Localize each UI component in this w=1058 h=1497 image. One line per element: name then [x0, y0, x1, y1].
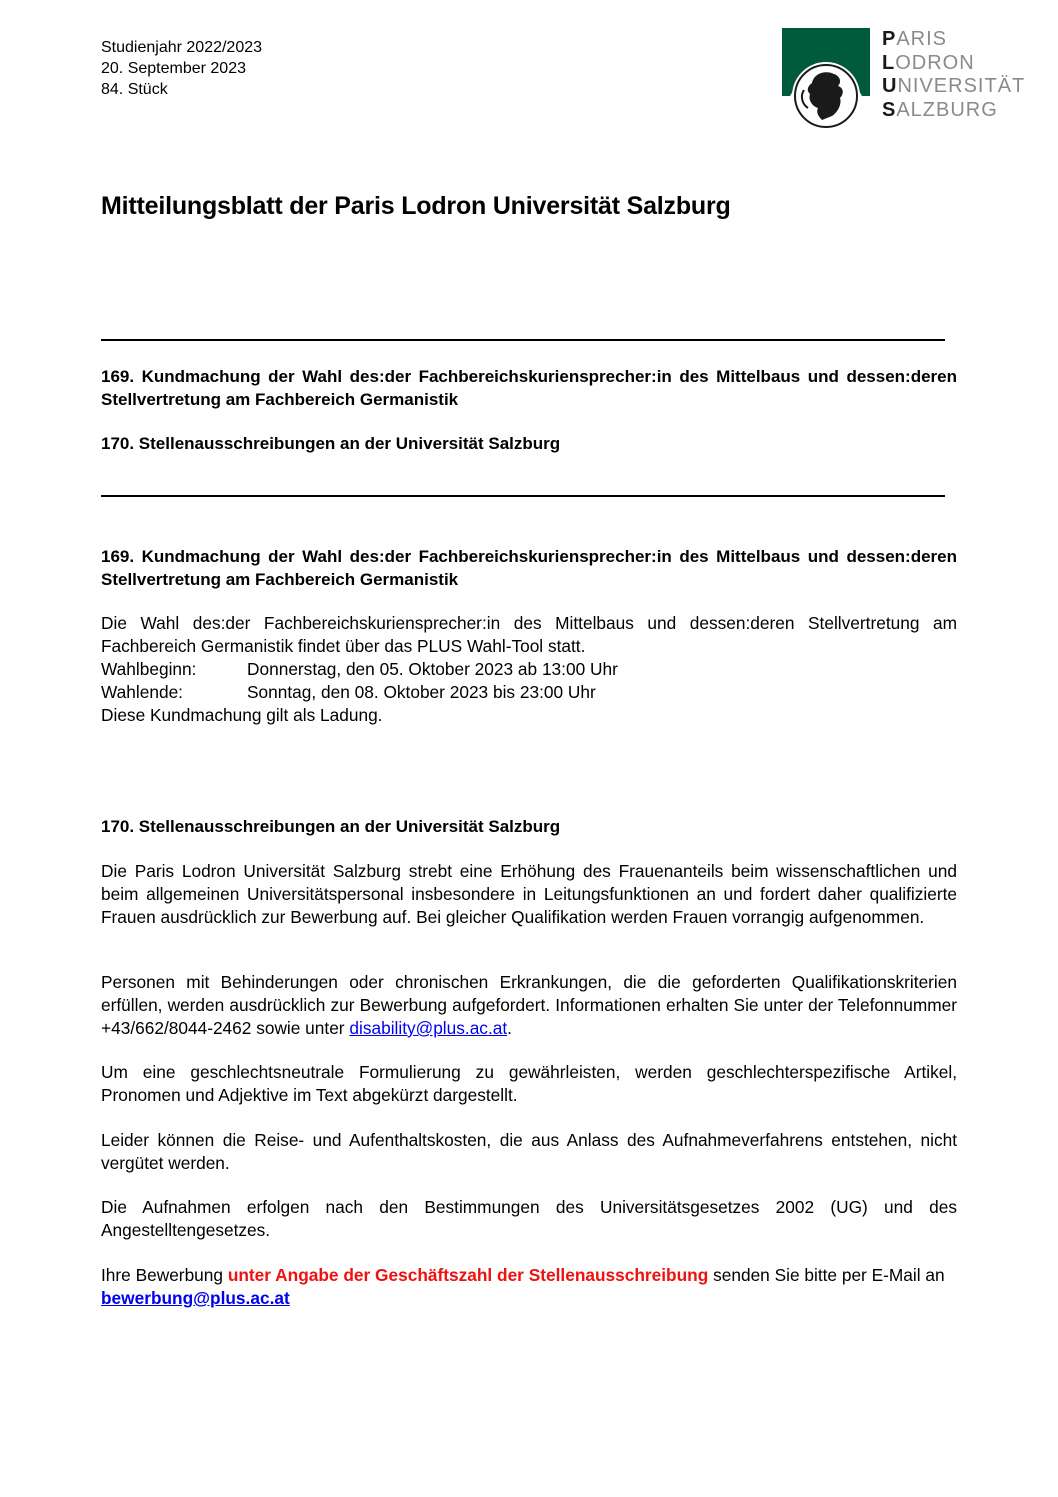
election-end-label: Wahlende: — [101, 682, 183, 702]
section-169-intro: Die Wahl des:der Fachbereichskuriensprecher:in des Mittelbaus und dessen:deren Stellvertretung am Fachbereich Germanistik findet über das PLUS Wahl-Tool statt. — [101, 613, 957, 656]
section-169-body — [101, 612, 957, 727]
divider — [101, 339, 945, 341]
paragraph-travel-costs: Leider können die Reise- und Aufenthaltskosten, die aus Anlass des Aufnahmeverfahrens entstehen, nicht vergütet werden. — [101, 1130, 957, 1173]
university-logo — [782, 28, 1032, 128]
divider — [101, 495, 945, 497]
election-start-value: Donnerstag, den 05. Oktober 2023 ab 13:00 Uhr — [247, 659, 618, 679]
section-169-closing: Diese Kundmachung gilt als Ladung. — [101, 705, 383, 725]
paragraph-equality: Die Paris Lodron Universität Salzburg strebt eine Erhöhung des Frauenanteils beim wissenschaftlichen und beim allgemeinen Universitätspersonal insbesondere in Leitungsfunktionen an und fordert daher qualifizierte Frauen ausdrücklich zur Bewerbung auf. Bei gleicher Qualifikation werden Frauen vorrangig aufgenommen. — [101, 861, 957, 927]
issue-number: 84. Stück — [101, 81, 168, 98]
election-end-row — [101, 681, 957, 704]
lion-seal-icon — [782, 28, 882, 128]
logo-wordmark: PARIS LODRON UNIVERSITÄT SALZBURG — [882, 28, 1026, 121]
toc-item-170: 170. Stellenausschreibungen an der Universität Salzburg — [101, 434, 561, 453]
page-title: Mitteilungsblatt der Paris Lodron Universität Salzburg — [101, 192, 731, 220]
paragraph-application: Ihre Bewerbung unter Angabe der Geschäftszahl der Stellenausschreibung senden Sie bitte per E-Mail an bewerbung@plus.ac.at — [101, 1265, 945, 1308]
paragraph-disability: Personen mit Behinderungen oder chronischen Erkrankungen, die die geforderten Qualifikationskriterien erfüllen, werden ausdrücklich zur Bewerbung aufgefordert. Informationen erhalten Sie unter der Telefonnummer +43/662/8044-2462 sowie unter disability@plus.ac.at. — [101, 972, 957, 1038]
section-170-heading: 170. Stellenausschreibungen an der Universität Salzburg — [101, 817, 561, 836]
document-meta — [101, 37, 262, 100]
paragraph-gender-neutral: Um eine geschlechtsneutrale Formulierung zu gewährleisten, werden geschlechterspezifische Artikel, Pronomen und Adjektive im Text abgekürzt dargestellt. — [101, 1062, 957, 1105]
application-email-link[interactable]: bewerbung@plus.ac.at — [101, 1288, 290, 1308]
reference-number-notice: unter Angabe der Geschäftszahl der Stellenausschreibung — [227, 1265, 709, 1285]
election-end-value: Sonntag, den 08. Oktober 2023 bis 23:00 Uhr — [247, 682, 596, 702]
election-start-label: Wahlbeginn: — [101, 659, 197, 679]
election-start-row — [101, 658, 957, 681]
disability-email-link[interactable]: disability@plus.ac.at — [349, 1018, 508, 1038]
issue-date: 20. September 2023 — [101, 60, 246, 77]
paragraph-legal-basis: Die Aufnahmen erfolgen nach den Bestimmungen des Universitätsgesetzes 2002 (UG) und des Angestelltengesetzes. — [101, 1197, 957, 1240]
study-year: Studienjahr 2022/2023 — [101, 39, 263, 56]
section-169-heading: 169. Kundmachung der Wahl des:der Fachbereichskuriensprecher:in des Mittelbaus und dessen:deren Stellvertretung am Fachbereich Germanistik — [101, 547, 957, 589]
toc-item-169: 169. Kundmachung der Wahl des:der Fachbereichskuriensprecher:in des Mittelbaus und dessen:deren Stellvertretung am Fachbereich Germanistik — [101, 367, 957, 409]
